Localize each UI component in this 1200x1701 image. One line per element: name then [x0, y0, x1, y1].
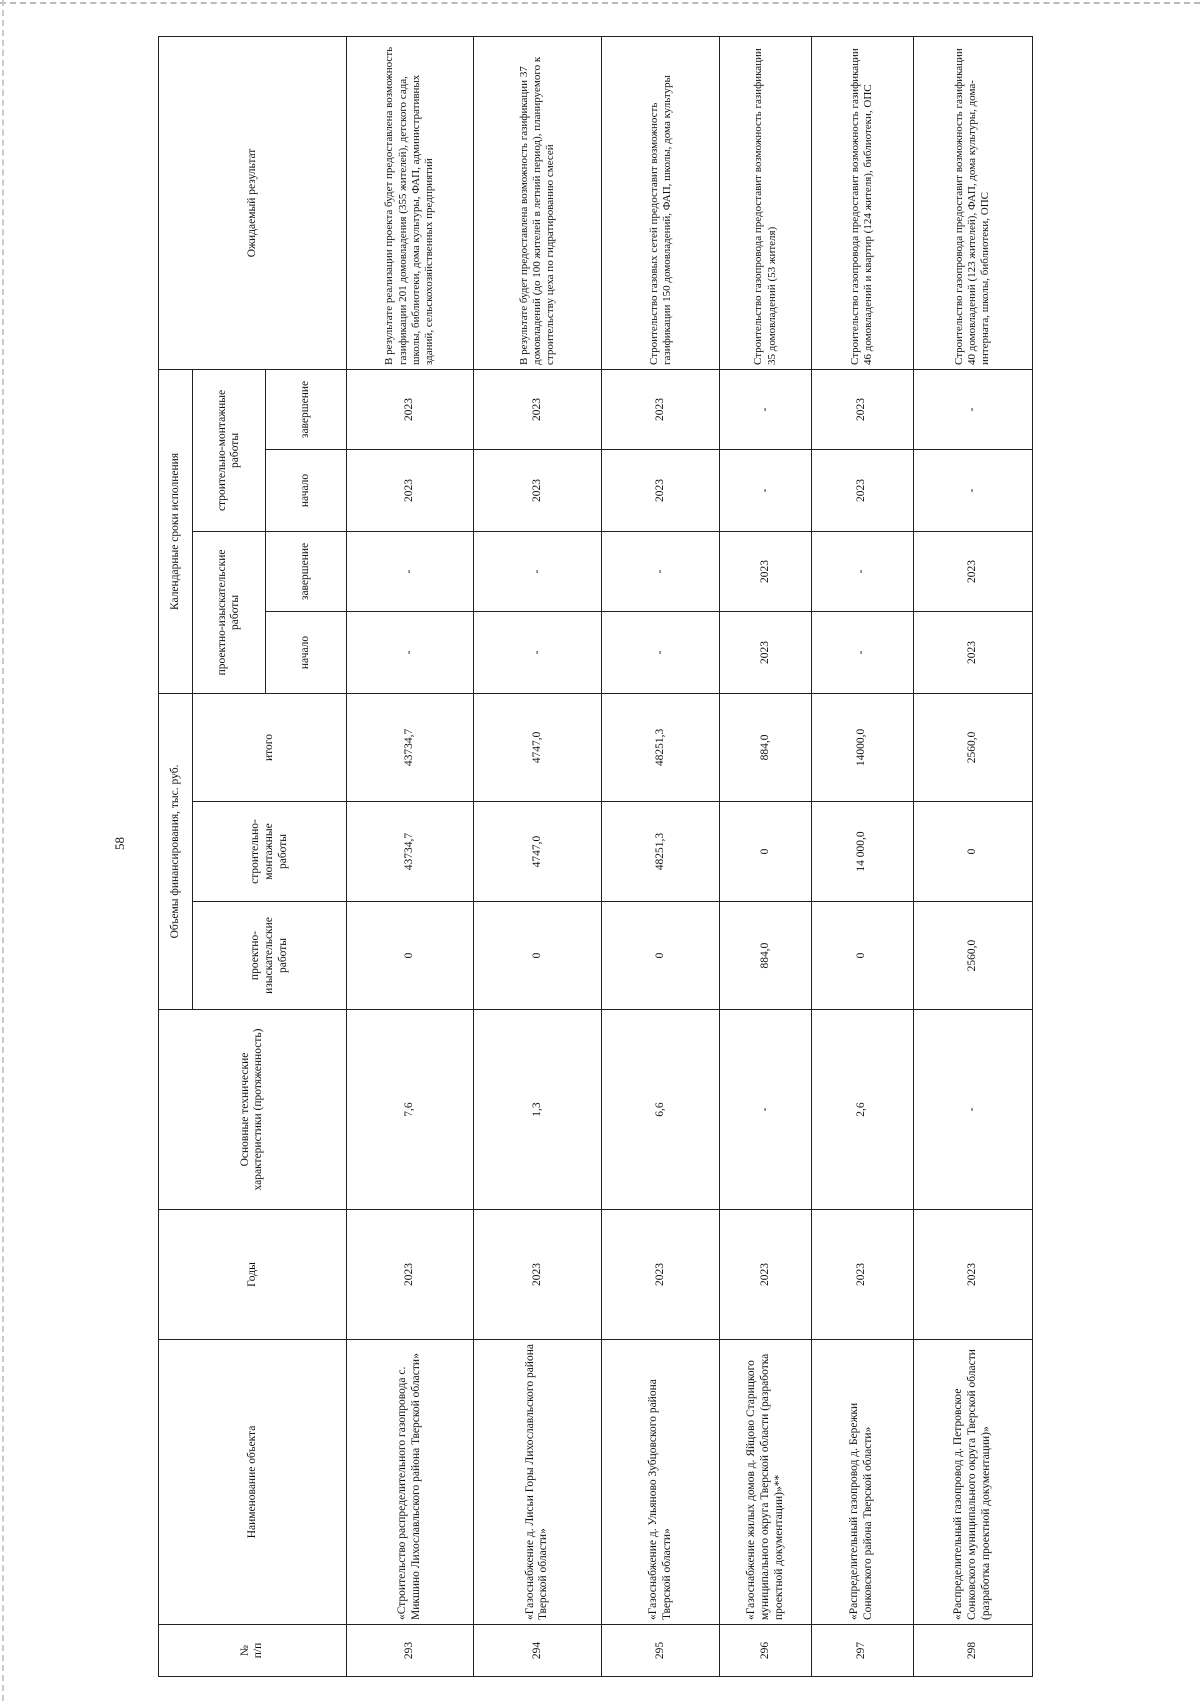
header-years: Годы	[159, 1210, 347, 1340]
row-constr-end: -	[720, 369, 811, 449]
row-tech: -	[720, 1010, 811, 1210]
row-constr-start: 2023	[602, 449, 720, 531]
row-constr-end: 2023	[346, 369, 473, 449]
row-num: 297	[811, 1625, 913, 1677]
row-constr-start: 2023	[346, 449, 473, 531]
row-fin-total: 4747,0	[473, 693, 602, 801]
header-fin-design: проектно-изыскательские работы	[193, 902, 347, 1010]
row-name: «Распределительный газопровод д. Бережки Сонковского района Тверской области»	[811, 1340, 913, 1625]
scan-edge-left	[2, 0, 4, 1701]
row-design-start: -	[346, 611, 473, 693]
row-years: 2023	[720, 1210, 811, 1340]
header-result: Ожидаемый результат	[159, 36, 347, 369]
row-name: «Строительство распределительного газопровода с. Микшино Лихославльского района Тверской области»	[346, 1340, 473, 1625]
row-design-start: 2023	[913, 611, 1032, 693]
row-fin-design: 0	[473, 902, 602, 1010]
header-design-start: начало	[266, 611, 347, 693]
row-fin-total: 48251,3	[602, 693, 720, 801]
row-num: 294	[473, 1625, 602, 1677]
row-tech: 7,6	[346, 1010, 473, 1210]
row-constr-start: -	[720, 449, 811, 531]
row-num: 295	[602, 1625, 720, 1677]
row-fin-construction: 0	[720, 802, 811, 902]
row-fin-design: 884,0	[720, 902, 811, 1010]
row-design-start: -	[811, 611, 913, 693]
row-fin-design: 0	[346, 902, 473, 1010]
row-design-end: 2023	[720, 531, 811, 611]
row-fin-construction: 43734,7	[346, 802, 473, 902]
row-tech: 6,6	[602, 1010, 720, 1210]
header-cal-design: проектно-изыскательские работы	[193, 531, 266, 693]
row-years: 2023	[346, 1210, 473, 1340]
row-fin-design: 0	[811, 902, 913, 1010]
row-constr-end: 2023	[473, 369, 602, 449]
header-design-end: завершение	[266, 531, 347, 611]
row-name: «Газоснабжение д. Лисьи Горы Лихославльского района Тверской области»	[473, 1340, 602, 1625]
header-financing: Объемы финансирования, тыс. руб.	[159, 693, 193, 1009]
header-calendar: Календарные сроки исполнения	[159, 369, 193, 693]
row-constr-start: 2023	[473, 449, 602, 531]
row-result: Строительство газопровода предоставит возможность газификации 35 домовладений (53 жителя)	[720, 36, 811, 369]
rotated-page	[158, 37, 1033, 1677]
row-years: 2023	[473, 1210, 602, 1340]
row-design-end: 2023	[913, 531, 1032, 611]
row-constr-start: -	[913, 449, 1032, 531]
row-fin-construction: 4747,0	[473, 802, 602, 902]
row-fin-design: 2560,0	[913, 902, 1032, 1010]
table-row	[473, 36, 602, 1676]
table-row	[720, 36, 811, 1676]
row-fin-construction: 14 000,0	[811, 802, 913, 902]
row-design-start: 2023	[720, 611, 811, 693]
scan-edge-top	[0, 2, 1200, 4]
header-name: Наименование объекта	[159, 1340, 347, 1625]
row-design-end: -	[602, 531, 720, 611]
row-constr-end: -	[913, 369, 1032, 449]
table-row	[602, 36, 720, 1676]
row-name: «Газоснабжение жилых домов д. Яйцово Старицкого муниципального округа Тверской области (разработка проектной документации)»**	[720, 1340, 811, 1625]
row-tech: 2,6	[811, 1010, 913, 1210]
row-result: В результате будет предоставлена возможность газификации 37 домовладений (до 100 жителей в летний период), планируемого к строительству цеха по гидратированию смесей	[473, 36, 602, 369]
header-constr-start: начало	[266, 449, 347, 531]
row-fin-construction: 48251,3	[602, 802, 720, 902]
row-constr-end: 2023	[602, 369, 720, 449]
row-tech: 1,3	[473, 1010, 602, 1210]
row-fin-design: 0	[602, 902, 720, 1010]
row-years: 2023	[913, 1210, 1032, 1340]
page-number: 58	[112, 837, 127, 850]
row-design-start: -	[473, 611, 602, 693]
row-years: 2023	[811, 1210, 913, 1340]
row-fin-total: 14000,0	[811, 693, 913, 801]
row-years: 2023	[602, 1210, 720, 1340]
row-name: «Распределительный газопровод д. Петровское Сонковского муниципального округа Тверской области (разработка проектной документации)»	[913, 1340, 1032, 1625]
row-fin-total: 884,0	[720, 693, 811, 801]
row-num: 293	[346, 1625, 473, 1677]
header-constr-end: завершение	[266, 369, 347, 449]
row-design-start: -	[602, 611, 720, 693]
row-num: 298	[913, 1625, 1032, 1677]
row-design-end: -	[473, 531, 602, 611]
row-constr-end: 2023	[811, 369, 913, 449]
header-num: № п/п	[159, 1625, 347, 1677]
table-row	[913, 36, 1032, 1676]
header-fin-construction: строительно-монтажные работы	[193, 802, 347, 902]
table-row	[811, 36, 913, 1676]
row-fin-total: 43734,7	[346, 693, 473, 801]
header-cal-construction: строительно-монтажные работы	[193, 369, 266, 531]
header-tech: Основные технические характеристики (протяженность)	[159, 1010, 347, 1210]
gasification-table	[158, 36, 1033, 1677]
row-fin-total: 2560,0	[913, 693, 1032, 801]
row-fin-construction: 0	[913, 802, 1032, 902]
row-design-end: -	[346, 531, 473, 611]
row-result: Строительство газопровода предоставит возможность газификации 40 домовладений (123 жителей), ФАП, дома культуры, дома-интерната, школы, библиотеки, ОПС	[913, 36, 1032, 369]
row-constr-start: 2023	[811, 449, 913, 531]
row-num: 296	[720, 1625, 811, 1677]
row-name: «Газоснабжение д. Ульяново Зубцовского района Тверской области»	[602, 1340, 720, 1625]
row-result: Строительство газопровода предоставит возможность газификации 46 домовладений и квартир (124 жителя), библиотеки, ОПС	[811, 36, 913, 369]
row-design-end: -	[811, 531, 913, 611]
row-result: В результате реализации проекта будет предоставлена возможность газификации 201 домовладения (355 жителей), детского сада, школы, библиотеки, дома культуры, ФАП, административных зданий, сельскохозяйственных предприятий	[346, 36, 473, 369]
row-result: Строительство газовых сетей предоставит возможность газификации 150 домовладений, ФАП, школы, дома культуры	[602, 36, 720, 369]
table-row	[346, 36, 473, 1676]
header-fin-total: итого	[193, 693, 347, 801]
row-tech: -	[913, 1010, 1032, 1210]
